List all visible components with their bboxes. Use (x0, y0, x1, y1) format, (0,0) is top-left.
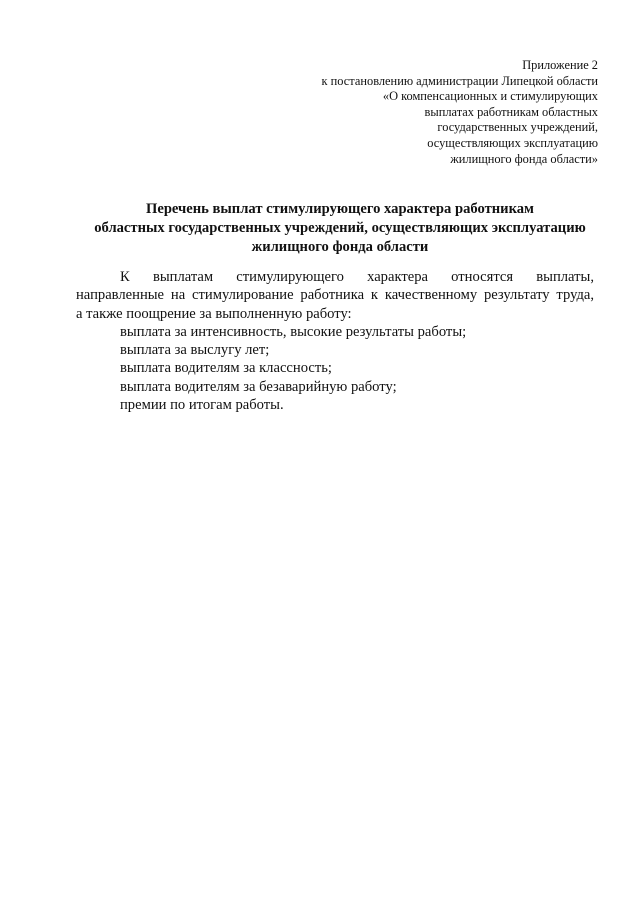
list-item: выплата водителям за безаварийную работу; (120, 378, 397, 395)
appendix-line: осуществляющих эксплуатацию (427, 135, 598, 150)
title-line: Перечень выплат стимулирующего характера работникам (145, 201, 535, 217)
appendix-line: государственных учреждений, (437, 120, 598, 135)
list-item: премии по итогам работы. (120, 397, 284, 414)
list-item: выплата за интенсивность, высокие результаты работы; (120, 323, 467, 340)
list-item: выплата водителям за классность; (120, 360, 332, 377)
paragraph-line: а также поощрение за выполненную работу: (76, 305, 352, 322)
paragraph-line: К выплатам стимулирующего характера относятся выплаты, (120, 269, 594, 285)
document-title (60, 200, 620, 256)
document-body (76, 268, 594, 414)
appendix-line: выплатах работникам областных (424, 104, 598, 119)
appendix-line: Приложение 2 (522, 58, 598, 72)
title-line: жилищного фонда области (251, 238, 429, 255)
title-line: областных государственных учреждений, осуществляющих эксплуатацию (94, 219, 586, 236)
appendix-header (238, 58, 598, 167)
paragraph-line: направленные на стимулирование работника к качественному результату труда, (76, 287, 594, 304)
appendix-line: к постановлению администрации Липецкой области (321, 73, 598, 88)
appendix-line: жилищного фонда области» (450, 151, 598, 166)
appendix-line: «О компенсационных и стимулирующих (382, 89, 598, 104)
list-item: выплата за выслугу лет; (120, 342, 270, 359)
